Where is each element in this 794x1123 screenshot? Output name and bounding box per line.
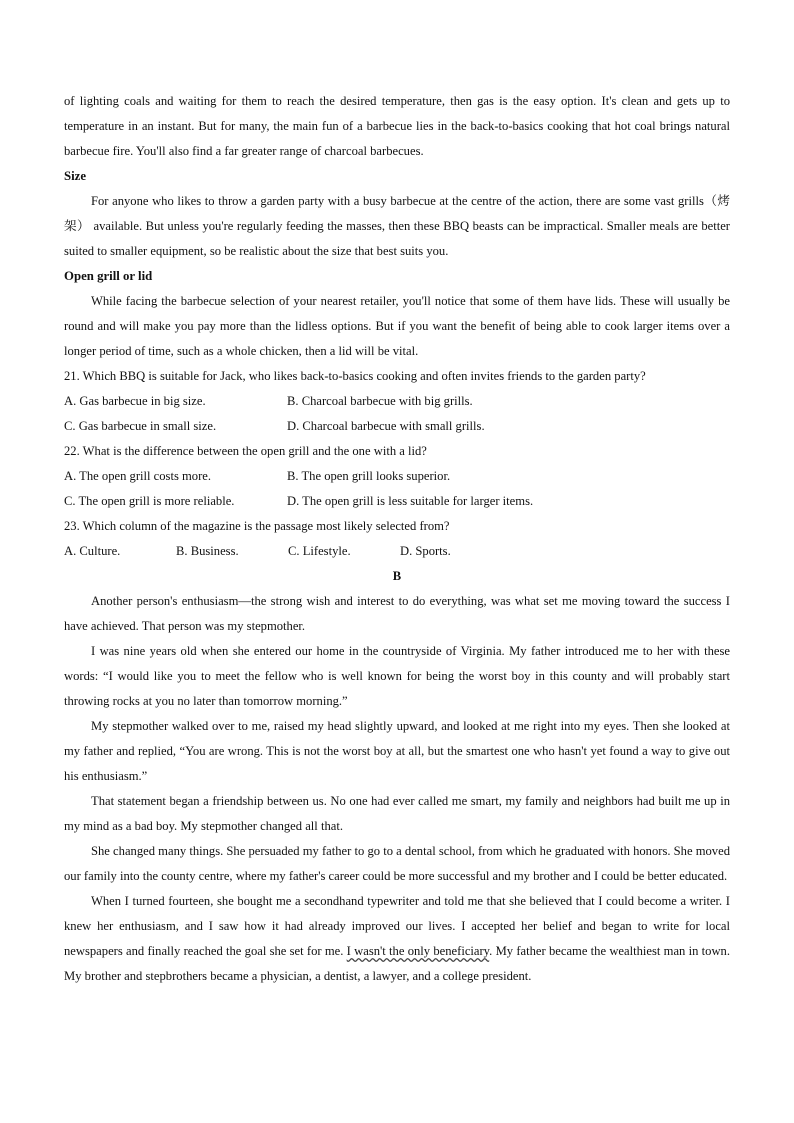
heading-open-grill-or-lid: Open grill or lid [64,269,153,283]
question-22-stem: 22. What is the difference between the open grill and the one with a lid? [64,444,427,458]
question-23-option-d: D. Sports. [400,544,451,558]
question-23-stem: 23. Which column of the magazine is the passage most likely selected from? [64,519,450,533]
question-22-option-d: D. The open grill is less suitable for larger items. [287,494,534,508]
paragraph-size: For anyone who likes to throw a garden party with a busy barbecue at the centre of the action, there are some vast grills（烤架） available. But unless you're regularly feeding the masses, then these BBQ beasts can be impractical. Smaller meals are better suited to smaller equipment, so be realistic about the size that best suits you. [64,194,730,258]
question-22-option-c: C. The open grill is more reliable. [64,494,235,508]
question-21-options-row-2 [64,414,730,439]
section-b-paragraph-2: I was nine years old when she entered our home in the countryside of Virginia. My father introduced me to her with these words: “I would like you to meet the fellow who is well known for being the worst boy in this county and will probably start throwing rocks at you no later than tomorrow morning.” [64,644,730,708]
paragraph-open-grill: While facing the barbecue selection of your nearest retailer, you'll notice that some of them have lids. These will usually be round and will make you pay more than the lidless options. But if you want the benefit of being able to cook larger items over a longer period of time, such as a whole chicken, then a lid will be vital. [64,294,730,358]
question-21-option-d: D. Charcoal barbecue with small grills. [287,419,485,433]
question-22-options-row-2 [64,489,730,514]
section-b-heading: B [392,569,402,583]
question-21-option-c: C. Gas barbecue in small size. [64,419,217,433]
heading-size: Size [64,169,87,183]
paragraph-6-text-before: When I turned fourteen, she bought me a secondhand typewriter and told me that she believed that I could become a writer. I knew her enthusiasm, and I saw how it had already improved our lives. I accepted her belief and began to write for local newspapers and finally reached the goal she set for me. [64,894,730,958]
section-b-paragraph-6 [64,889,730,989]
section-b-paragraph-1: Another person's enthusiasm—the strong wish and interest to do everything, was what set me moving toward the success I have achieved. That person was my stepmother. [64,594,730,633]
section-b-paragraph-5: She changed many things. She persuaded my father to go to a dental school, from which he graduated with honors. She moved our family into the county centre, where my father's career could be more successful and my brother and I could be better educated. [64,844,730,883]
document-content [64,89,730,989]
question-23-option-b: B. Business. [176,544,239,558]
question-21-options-row-1 [64,389,730,414]
paragraph-6-text-after: . My father became the wealthiest man in town. My brother and stepbrothers became a physician, a dentist, a lawyer, and a college president. [64,944,731,983]
question-21-option-a: A. Gas barbecue in big size. [64,394,206,408]
question-22-option-b: B. The open grill looks superior. [287,469,451,483]
question-22-options-row-1 [64,464,730,489]
section-b-paragraph-4: That statement began a friendship between us. No one had ever called me smart, my family and neighbors had built me up in my mind as a bad boy. My stepmother changed all that. [64,794,730,833]
question-23-option-a: A. Culture. [64,544,121,558]
section-b-paragraph-3: My stepmother walked over to me, raised my head slightly upward, and looked at me right into my eyes. Then she looked at my father and replied, “You are wrong. This is not the worst boy at all, but the smartest one who hasn't yet found a way to give out his enthusiasm.” [64,719,730,783]
question-23-option-c: C. Lifestyle. [288,544,351,558]
question-21-stem: 21. Which BBQ is suitable for Jack, who likes back-to-basics cooking and often invites friends to the garden party? [64,369,646,383]
underlined-phrase-beneficiary: I wasn't the only beneficiary [346,944,490,958]
question-21-option-b: B. Charcoal barbecue with big grills. [287,394,473,408]
question-23-options-row [64,539,730,564]
paragraph-gas-option: of lighting coals and waiting for them to reach the desired temperature, then gas is the easy option. It's clean and gets up to temperature in an instant. But for many, the main fun of a barbecue lies in the back-to-basics cooking that hot coal brings natural barbecue fire. You'll also find a far greater range of charcoal barbecues. [64,94,730,158]
question-22-option-a: A. The open grill costs more. [64,469,212,483]
